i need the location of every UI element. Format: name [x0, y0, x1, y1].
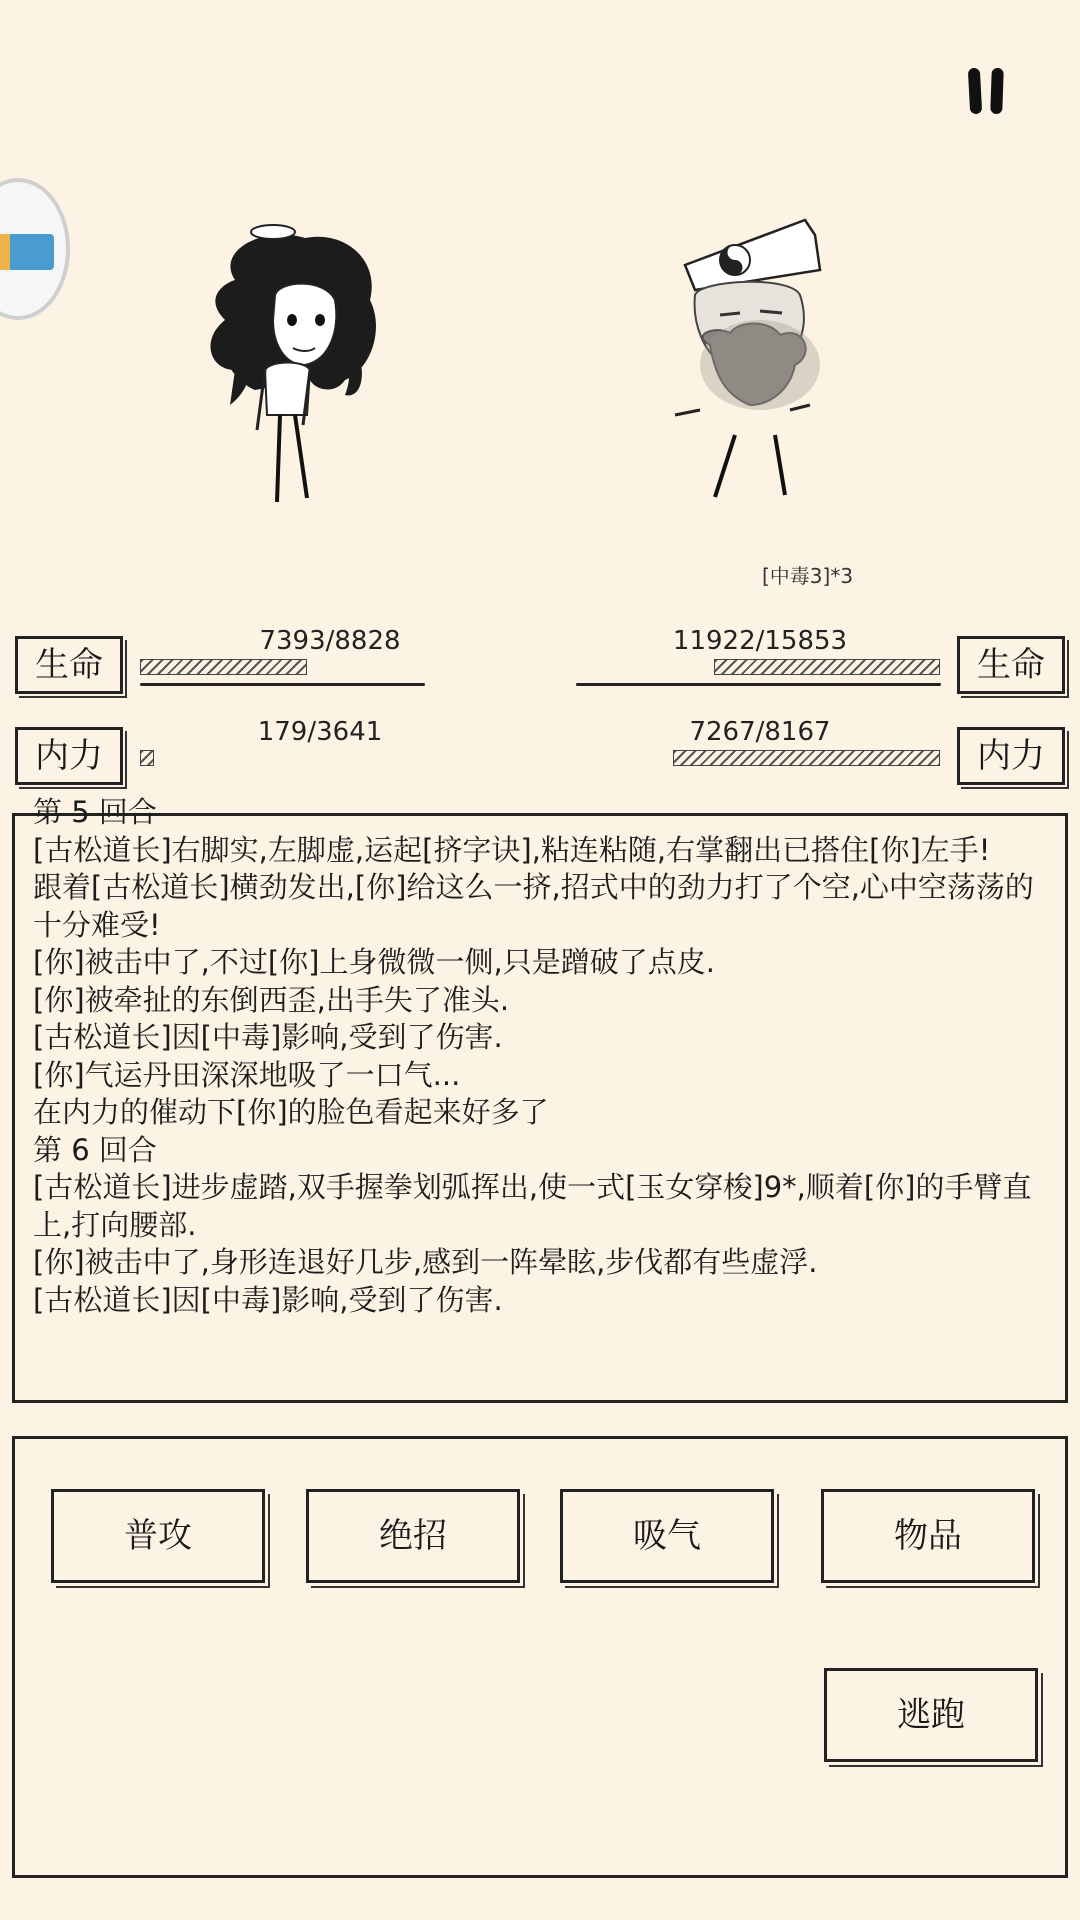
pause-button[interactable] — [965, 68, 1009, 118]
enemy-mp-bar — [673, 750, 940, 766]
pause-icon-bar — [968, 68, 982, 115]
player-hp-label: 生命 — [15, 636, 123, 694]
player-sprite — [195, 220, 395, 505]
combat-log-line: [古松道长]进步虚踏,双手握拳划弧挥出,使一式[玉女穿梭]9*,顺着[你]的手臂直上,打向腰部. — [33, 1170, 1032, 1242]
enemy-hp-bar — [714, 659, 940, 675]
combat-log-line: [你]气运丹田深深地吸了一口气... — [33, 1057, 461, 1092]
combat-log-line: [古松道长]因[中毒]影响,受到了伤害. — [33, 1020, 503, 1054]
combat-log — [33, 794, 1047, 1319]
enemy-mp-value: 7267/8167 — [689, 717, 831, 747]
player-hp-bar — [140, 659, 307, 675]
combat-log-panel[interactable] — [12, 795, 1068, 1403]
attack-button[interactable]: 普攻 — [51, 1489, 265, 1583]
flee-button[interactable]: 逃跑 — [824, 1668, 1038, 1762]
combat-log-line: 在内力的催动下[你]的脸色看起来好多了 — [33, 1095, 549, 1129]
combat-log-line: [古松道长]因[中毒]影响,受到了伤害. — [33, 1282, 503, 1317]
action-panel — [12, 1436, 1068, 1878]
ultimate-button[interactable]: 绝招 — [306, 1489, 520, 1583]
enemy-character — [670, 215, 860, 509]
combat-log-line: 第 6 回合 — [33, 1132, 157, 1167]
enemy-hp-label: 生命 — [957, 636, 1065, 694]
combat-log-line: [你]被击中了,身形连退好几步,感到一阵晕眩,步伐都有些虚浮. — [33, 1245, 818, 1279]
pause-icon-bar — [990, 68, 1004, 114]
player-mp-bar — [140, 750, 154, 766]
combat-log-line: [你]被击中了,不过[你]上身微微一侧,只是蹭破了点皮. — [33, 945, 715, 979]
enemy-hp-value: 11922/15853 — [672, 626, 848, 656]
enemy-sprite — [670, 215, 860, 505]
app-badge-icon — [4, 234, 54, 270]
combat-log-line: 第 5 回合 — [33, 795, 157, 829]
breathe-button[interactable]: 吸气 — [560, 1489, 774, 1583]
enemy-mp-label: 内力 — [957, 727, 1065, 785]
player-hp-baseline — [140, 683, 425, 686]
player-hp-value: 7393/8828 — [259, 626, 401, 656]
combat-log-line: 跟着[古松道长]横劲发出,[你]给这么一挤,招式中的劲力打了个空,心中空荡荡的十分难受! — [33, 870, 1034, 942]
player-mp-label: 内力 — [15, 727, 123, 785]
player-character — [195, 220, 395, 509]
enemy-status-effect: [中毒3]*3 — [762, 564, 854, 588]
floating-assistant-button[interactable] — [0, 178, 70, 320]
player-mp-value: 179/3641 — [257, 717, 383, 747]
combat-log-line: [你]被牵扯的东倒西歪,出手失了准头. — [33, 982, 510, 1017]
enemy-hp-baseline — [576, 683, 941, 686]
items-button[interactable]: 物品 — [821, 1489, 1035, 1583]
combat-log-line: [古松道长]右脚实,左脚虚,运起[挤字诀],粘连粘随,右掌翻出已搭住[你]左手! — [33, 832, 991, 867]
